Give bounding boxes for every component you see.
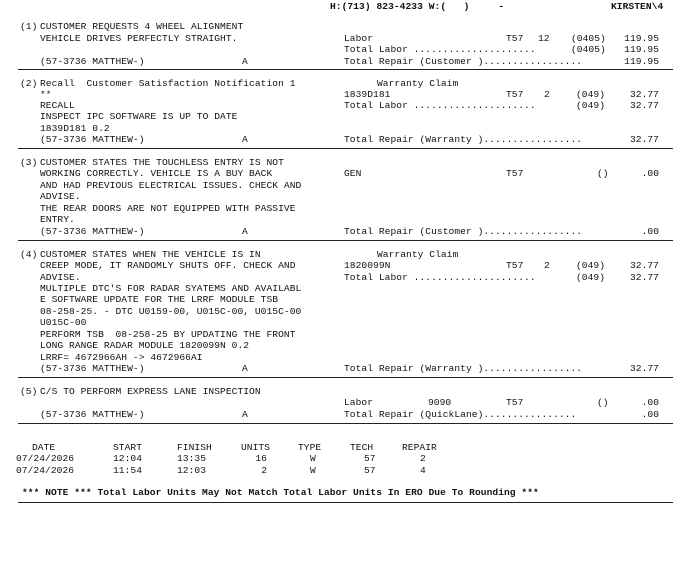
line-2-number: (2) [20, 78, 38, 89]
line-1-labor-amount: 119.95 [624, 33, 659, 44]
rounding-note: *** NOTE *** Total Labor Units May Not Match Total Labor Units In ERO Due To Rounding *** [22, 487, 539, 498]
time-row-1-repair: 2 [420, 453, 426, 464]
time-header-units: UNITS [241, 442, 271, 453]
line-3-labor-amount: .00 [641, 168, 659, 179]
line-3-total-repair-label: Total Repair (Customer )................. [344, 226, 583, 237]
time-row-1-type: W [310, 453, 316, 464]
line-4-labor-amount: 32.77 [629, 260, 659, 271]
time-header-start: START [113, 442, 143, 453]
line-5-total-repair-amount: .00 [641, 409, 659, 420]
line-1-labor-units: 12 [538, 33, 550, 44]
time-row-2-repair: 4 [420, 465, 426, 476]
line-4-desc-6: 08-258-25. - DTC U0159-00, U015C-00, U015C-00 [40, 306, 302, 317]
line-4-number: (4) [20, 249, 38, 260]
line-5-number: (5) [20, 386, 38, 397]
line-3-desc-6: ENTRY. [40, 214, 75, 225]
line-3-desc-4: ADVISE. [40, 191, 81, 202]
line-3-labor-tech: T57 [506, 168, 524, 179]
time-row-2-finish: 12:03 [177, 465, 207, 476]
line-2-total-repair-amount: 32.77 [629, 134, 659, 145]
line-4-labor-label: 1820099N [344, 260, 391, 271]
line-3-tech: (57-3736 MATTHEW-) [40, 226, 145, 237]
time-row-1-units: 16 [255, 453, 267, 464]
line-3-labor-code: () [597, 168, 609, 179]
time-header-repair: REPAIR [402, 442, 437, 453]
line-3-desc-5: THE REAR DOORS ARE NOT EQUIPPED WITH PASSIVE [40, 203, 296, 214]
line-5-tech-code: A [242, 409, 248, 420]
line-1-labor-tech: T57 [506, 33, 524, 44]
divider [18, 69, 673, 70]
line-5-desc-1: C/S TO PERFORM EXPRESS LANE INSPECTION [40, 386, 261, 397]
line-3-desc-1: CUSTOMER STATES THE TOUCHLESS ENTRY IS NOT [40, 157, 284, 168]
time-row-2-type: W [310, 465, 316, 476]
time-header-finish: FINISH [177, 442, 212, 453]
line-1-total-labor-amount: 119.95 [624, 44, 659, 55]
time-row-1-date: 07/24/2026 [16, 453, 75, 464]
line-4-desc-8: PERFORM TSB 08-258-25 BY UPDATING THE FRONT [40, 329, 296, 340]
line-5-labor-tech: T57 [506, 397, 524, 408]
line-4-claim-title: Warranty Claim [377, 249, 459, 260]
line-1-total-repair-amount: 119.95 [624, 56, 659, 67]
line-4-total-repair-label: Total Repair (Warranty )................. [344, 363, 583, 374]
line-1-number: (1) [20, 21, 38, 32]
line-2-labor-tech: T57 [506, 89, 524, 100]
line-3-tech-code: A [242, 226, 248, 237]
line-3-desc-2: WORKING CORRECTLY. VEHICLE IS A BUY BACK [40, 168, 273, 179]
time-row-1-tech: 57 [364, 453, 376, 464]
line-2-total-labor-label: Total Labor ..................... [344, 100, 536, 111]
line-1-labor-label: Labor [344, 33, 374, 44]
service-advisor: KIRSTEN\4 [611, 1, 664, 12]
line-1-labor-code: (0405) [571, 33, 606, 44]
line-2-labor-units: 2 [544, 89, 550, 100]
time-row-2-date: 07/24/2026 [16, 465, 75, 476]
divider [18, 502, 673, 503]
divider [18, 423, 673, 424]
time-row-2-tech: 57 [364, 465, 376, 476]
line-4-tech-code: A [242, 363, 248, 374]
line-4-desc-2: CREEP MODE, IT RANDOMLY SHUTS OFF. CHECK AND [40, 260, 296, 271]
line-3-desc-3: AND HAD PREVIOUS ELECTRICAL ISSUES. CHECK AND [40, 180, 302, 191]
line-2-total-repair-label: Total Repair (Warranty )................. [344, 134, 583, 145]
line-2-total-labor-code: (049) [576, 100, 606, 111]
line-4-desc-1: CUSTOMER STATES WHEN THE VEHICLE IS IN [40, 249, 261, 260]
time-header-date: DATE [32, 442, 56, 453]
time-header-tech: TECH [350, 442, 374, 453]
line-3-number: (3) [20, 157, 38, 168]
line-4-total-repair-amount: 32.77 [629, 363, 659, 374]
line-4-labor-code: (049) [576, 260, 606, 271]
divider [18, 240, 673, 241]
line-1-tech-code: A [242, 56, 248, 67]
time-row-2-start: 11:54 [113, 465, 143, 476]
line-2-labor-label: 1839D181 [344, 89, 391, 100]
line-1-desc-1: CUSTOMER REQUESTS 4 WHEEL ALIGNMENT [40, 21, 244, 32]
line-5-tech: (57-3736 MATTHEW-) [40, 409, 145, 420]
line-5-total-repair-label: Total Repair (QuickLane)................ [344, 409, 577, 420]
line-4-tech: (57-3736 MATTHEW-) [40, 363, 145, 374]
line-5-labor-amount: .00 [641, 397, 659, 408]
line-2-desc-3: RECALL [40, 100, 75, 111]
time-row-1-finish: 13:35 [177, 453, 207, 464]
line-4-labor-units: 2 [544, 260, 550, 271]
time-row-1-start: 12:04 [113, 453, 143, 464]
line-2-desc-2: ** [40, 89, 52, 100]
line-2-tech-code: A [242, 134, 248, 145]
line-3-total-repair-amount: .00 [641, 226, 659, 237]
line-4-desc-10: LRRF= 4672966AH -> 4672966AI [40, 352, 203, 363]
divider [18, 148, 673, 149]
line-2-desc-5: 1839D181 0.2 [40, 123, 110, 134]
line-2-labor-amount: 32.77 [629, 89, 659, 100]
divider [18, 377, 673, 378]
line-4-total-labor-label: Total Labor ..................... [344, 272, 536, 283]
line-4-desc-4: MULTIPLE DTC'S FOR RADAR SYATEMS AND AVAILABL [40, 283, 302, 294]
line-1-total-labor-label: Total Labor ..................... [344, 44, 536, 55]
line-2-claim-title: Warranty Claim [377, 78, 459, 89]
time-header-type: TYPE [298, 442, 322, 453]
line-5-labor-code: () [597, 397, 609, 408]
line-2-desc-4: INSPECT IPC SOFTWARE IS UP TO DATE [40, 111, 238, 122]
line-2-desc-1: Recall Customer Satisfaction Notification 1 [40, 78, 296, 89]
line-2-labor-code: (049) [576, 89, 606, 100]
line-1-tech: (57-3736 MATTHEW-) [40, 56, 145, 67]
line-4-labor-tech: T57 [506, 260, 524, 271]
line-2-tech: (57-3736 MATTHEW-) [40, 134, 145, 145]
line-3-labor-label: GEN [344, 168, 362, 179]
line-4-desc-9: LONG RANGE RADAR MODULE 1820099N 0.2 [40, 340, 250, 351]
line-1-total-labor-code: (0405) [571, 44, 606, 55]
line-4-desc-7: U015C-00 [40, 317, 87, 328]
line-5-labor-label: Labor [344, 397, 374, 408]
line-4-desc-5: E SOFTWARE UPDATE FOR THE LRRF MODULE TSB [40, 294, 279, 305]
line-4-desc-3: ADVISE. [40, 272, 81, 283]
line-5-labor-op: 9090 [428, 397, 452, 408]
time-row-2-units: 2 [261, 465, 267, 476]
line-2-total-labor-amount: 32.77 [629, 100, 659, 111]
line-4-total-labor-amount: 32.77 [629, 272, 659, 283]
line-4-total-labor-code: (049) [576, 272, 606, 283]
line-1-desc-2: VEHICLE DRIVES PERFECTLY STRAIGHT. [40, 33, 238, 44]
customer-phones: H:(713) 823-4233 W:( ) - [330, 1, 505, 12]
line-1-total-repair-label: Total Repair (Customer )................. [344, 56, 583, 67]
